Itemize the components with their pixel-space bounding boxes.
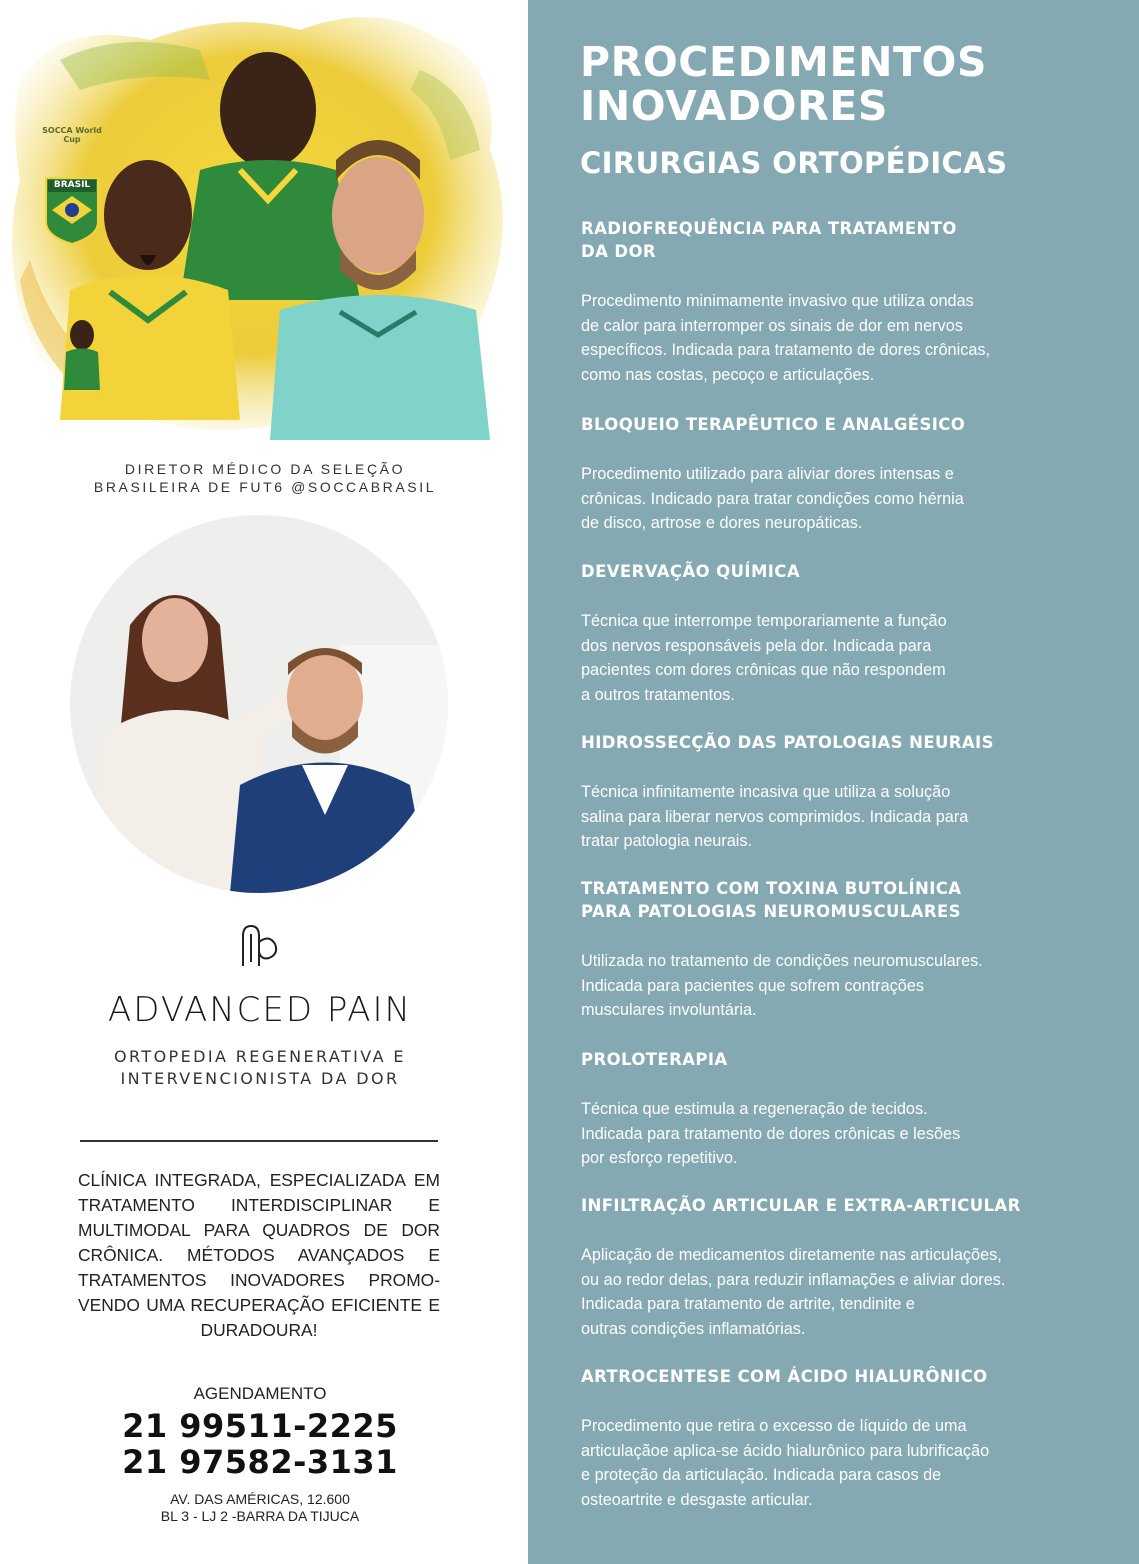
- procedure-title: RADIOFREQUÊNCIA PARA TRATAMENTO DA DOR: [581, 219, 957, 261]
- procedure-title: DEVERVAÇÃO QUÍMICA: [581, 562, 800, 581]
- procedure-title: TRATAMENTO COM TOXINA BUTOLÍNICA PARA PATOLOGIAS NEUROMUSCULARES: [581, 879, 962, 921]
- procedure-text: Técnica infinitamente incasiva que utiliza a solução salina para liberar nervos comprimidos. Indicada para tratar patologia neurais.: [581, 783, 969, 850]
- doctors-photo: [70, 515, 448, 893]
- page-title-line-2: INOVADORES: [580, 82, 888, 130]
- world-cup-badge: SOCCA World Cup: [42, 126, 102, 144]
- procedure-text: Utilizada no tratamento de condições neuromusculares. Indicada para pacientes que sofrem contrações musculares involuntária.: [581, 952, 983, 1019]
- procedure-item: [581, 1048, 1121, 1171]
- brand-tagline: [60, 1046, 460, 1090]
- booking-label: AGENDAMENTO: [193, 1384, 327, 1403]
- procedure-text: Procedimento minimamente invasivo que utiliza ondas de calor para interromper os sinais de dor em nervos específicos. Indicada para tratamento de dores crônicas, como nas costas, pecoço e articulações.: [581, 292, 991, 384]
- procedure-title: HIDROSSECÇÃO DAS PATOLOGIAS NEURAIS: [581, 733, 994, 752]
- advanced-pain-logo-icon: [237, 922, 283, 966]
- clinic-description: CLÍNICA INTEGRADA, ESPECIALIZADA EM TRATAMENTO INTERDISCIPLINAR E MULTIMODAL PARA QUADROS DE DOR CRÔNICA. MÉTODOS AVANÇADOS E TRATAMENTOS INOVADORES PROMO-VENDO UMA RECUPERAÇÃO EFICIENTE E DURADOURA!: [78, 1170, 440, 1340]
- page-title-line-1: PROCEDIMENTOS: [580, 38, 988, 86]
- divider: [80, 1140, 438, 1142]
- brand-name: ADVANCED PAIN: [108, 990, 412, 1030]
- procedures-panel: [528, 0, 1139, 1564]
- brasil-shield-label: BRASIL: [53, 180, 91, 190]
- procedure-item: [581, 877, 1121, 1023]
- phone-number-1[interactable]: 21 99511-2225: [122, 1407, 398, 1445]
- procedure-title: PROLOTERAPIA: [581, 1050, 728, 1069]
- procedure-item: [581, 731, 1121, 854]
- procedure-item: [581, 560, 1121, 707]
- procedure-title: INFILTRAÇÃO ARTICULAR E EXTRA-ARTICULAR: [581, 1196, 1021, 1215]
- procedure-item: [581, 413, 1121, 536]
- procedure-text: Técnica que interrompe temporariamente a função dos nervos responsáveis pela dor. Indicada para pacientes com dores crônicas que não respondem a outros tratamentos.: [581, 612, 947, 704]
- procedure-item: [581, 217, 1121, 387]
- procedure-text: Técnica que estimula a regeneração de tecidos. Indicada para tratamento de dores crônicas e lesões por esforço repetitivo.: [581, 1100, 961, 1167]
- brand-tagline-line-2: INTERVENCIONISTA DA DOR: [120, 1069, 400, 1088]
- procedure-text: Procedimento que retira o excesso de líquido de uma articulaçãoe aplica-se ácido hialurônico para lubrificação e proteção da articulação. Indicada para casos de osteoartrite e desgaste articular.: [581, 1417, 990, 1509]
- brand-tagline-line-1: ORTOPEDIA REGENERATIVA E: [114, 1047, 406, 1066]
- page-title: [580, 40, 1120, 128]
- procedure-text: Aplicação de medicamentos diretamente nas articulações, ou ao redor delas, para reduzir inflamações e aliviar dores. Indicada para tratamento de artrite, tendinite e outras condições inflamatórias.: [581, 1246, 1006, 1338]
- hero-artwork: [0, 0, 528, 460]
- page-subtitle: CIRURGIAS ORTOPÉDICAS: [580, 146, 1008, 180]
- left-column: [0, 0, 528, 1564]
- address-line-1: AV. DAS AMÉRICAS, 12.600: [170, 1491, 350, 1507]
- phone-number-2[interactable]: 21 97582-3131: [122, 1443, 398, 1481]
- address-line-2: BL 3 - LJ 2 -BARRA DA TIJUCA: [160, 1508, 360, 1524]
- brasil-shield-logo: [44, 176, 100, 246]
- procedure-title: ARTROCENTESE COM ÁCIDO HIALURÔNICO: [581, 1367, 988, 1386]
- address: [60, 1491, 460, 1525]
- director-line-2: BRASILEIRA DE FUT6 @SOCCABRASIL: [93, 479, 437, 495]
- procedure-text: Procedimento utilizado para aliviar dores intensas e crônicas. Indicado para tratar condições como hérnia de disco, artrose e dores neuropáticas.: [581, 465, 964, 532]
- procedure-item: [581, 1194, 1121, 1341]
- director-line-1: DIRETOR MÉDICO DA SELEÇÃO: [124, 461, 406, 477]
- procedure-title: BLOQUEIO TERAPÊUTICO E ANALGÉSICO: [581, 415, 966, 434]
- procedure-item: [581, 1365, 1121, 1512]
- director-caption: [80, 460, 450, 496]
